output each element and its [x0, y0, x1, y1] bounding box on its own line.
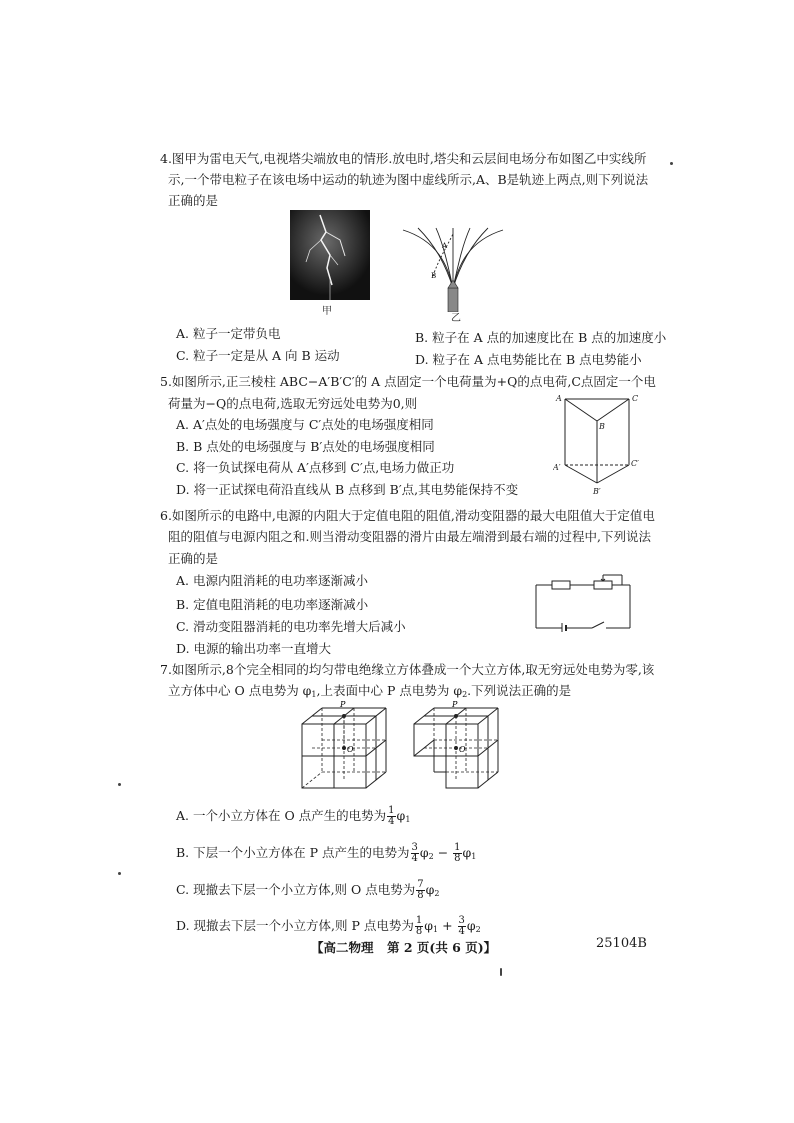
q5-option-b[interactable]: B. B 点处的电场强度与 B′点处的电场强度相同 [176, 439, 435, 454]
q7-stem-line1: 7.如图所示,8个完全相同的均匀带电绝缘立方体叠成一个大立方体,取无穷远处电势为零,该 [160, 662, 655, 677]
circuit-diagram [530, 570, 636, 632]
point-p-label-left: P [340, 700, 346, 709]
q5-option-a[interactable]: A. A′点处的电场强度与 C′点处的电场强度相同 [176, 417, 434, 432]
fraction: $\frac{1}{8}$ [454, 842, 461, 864]
vertex-label-c1: C′ [631, 459, 639, 468]
svg-text:A: A [442, 242, 448, 250]
stacked-cubes-diagram [298, 700, 503, 792]
vertex-label-a1: A′ [553, 463, 561, 472]
lightning-photo [290, 210, 370, 300]
q5-option-c[interactable]: C. 将一负试探电荷从 A′点移到 C′点,电场力做正功 [176, 460, 455, 475]
q4-stem-line2: 示,一个带电粒子在该电场中运动的轨迹为图中虚线所示,A、B是轨迹上两点,则下列说法 [168, 172, 649, 187]
q5-option-d[interactable]: D. 将一正试探电荷沿直线从 B 点移到 B′点,其电势能保持不变 [176, 482, 519, 497]
vertex-label-a: A [556, 394, 562, 403]
point-o-label-left: O [347, 745, 354, 754]
fraction: $\frac{7}{8}$ [417, 879, 424, 901]
q7-option-c[interactable]: C. 现撤去下层一个小立方体,则 O 点电势为 $\frac{7}{8}$ $\varphi_2$ [176, 879, 440, 901]
fraction: $\frac{1}{8}$ [415, 915, 423, 937]
q6-stem-line1: 6.如图所示的电路中,电源的内阻大于定值电阻的阻值,滑动变阻器的最大电阻值大于定值电 [160, 508, 655, 523]
vertex-label-c: C [632, 394, 639, 403]
figure-label-jia: 甲 [322, 306, 332, 317]
q5-stem-line1: 5.如图所示,正三棱柱 ABC−A′B′C′的 A 点固定一个电荷量为+Q的点电荷,C点固定一个电 [160, 374, 656, 389]
scan-speck [500, 968, 502, 976]
q6-option-c[interactable]: C. 滑动变阻器消耗的电功率先增大后减小 [176, 619, 406, 634]
electric-field-diagram [398, 226, 508, 312]
footer-exam-code: 25104B [596, 936, 647, 951]
q7-stem-line2: 立方体中心 O 点电势为 $\varphi_1$,上表面中心 P 点电势为 $\varphi_2$.下列说法正确的是 [168, 683, 572, 699]
svg-text:B: B [431, 272, 437, 280]
fraction: $\frac{3}{4}$ [411, 842, 418, 864]
vertex-label-b: B [599, 422, 605, 431]
vertex-label-b1: B′ [593, 487, 601, 496]
triangular-prism-diagram [553, 391, 643, 497]
fraction: $\frac{3}{4}$ [458, 915, 465, 937]
q4-option-a[interactable]: A. 粒子一定带负电 [176, 326, 281, 341]
q6-stem-line3: 正确的是 [168, 551, 219, 566]
q4-stem-line1: 4.图甲为雷电天气,电视塔尖端放电的情形.放电时,塔尖和云层间电场分布如图乙中实线所 [160, 151, 647, 166]
q7-option-d[interactable]: D. 现撤去下层一个小立方体,则 P 点电势为 $\frac{1}{8}$ $\varphi_1$ + $\frac{3}{4}$ $\varphi_2$ [176, 915, 481, 937]
q4-option-b[interactable]: B. 粒子在 A 点的加速度比在 B 点的加速度小 [415, 330, 667, 345]
footer-page-number: 第 2 页(共 6 页)】 [387, 940, 497, 955]
scan-speck [670, 162, 673, 165]
q4-stem-line3: 正确的是 [168, 193, 219, 208]
q4-option-d[interactable]: D. 粒子在 A 点电势能比在 B 点电势能小 [415, 352, 642, 367]
q6-stem-line2: 阻的阻值与电源内阻之和.则当滑动变阻器的滑片由最左端滑到最右端的过程中,下列说法 [168, 529, 651, 544]
q6-option-b[interactable]: B. 定值电阻消耗的电功率逐渐减小 [176, 597, 369, 612]
q6-option-a[interactable]: A. 电源内阻消耗的电功率逐渐减小 [176, 573, 368, 588]
q7-option-a[interactable]: A. 一个小立方体在 O 点产生的电势为 $\frac{1}{4}$ $\varphi_1$ [176, 805, 411, 827]
scan-speck [118, 872, 121, 875]
q5-stem-line2: 荷量为−Q的点电荷,选取无穷远处电势为0,则 [168, 396, 418, 411]
q7-option-b[interactable]: B. 下层一个小立方体在 P 点产生的电势为 $\frac{3}{4}$ $\varphi_2$ − $\frac{1}{8}$ $\varphi_1$ [176, 842, 477, 864]
point-p-label-right: P [452, 700, 458, 709]
fraction: $\frac{1}{4}$ [388, 805, 395, 827]
q4-option-c[interactable]: C. 粒子一定是从 A 向 B 运动 [176, 348, 340, 363]
scan-speck [118, 783, 121, 786]
q6-option-d[interactable]: D. 电源的输出功率一直增大 [176, 641, 332, 656]
footer-subject: 【高二物理 [311, 940, 374, 955]
figure-label-yi: 乙 [451, 313, 461, 324]
point-o-label-right: O [459, 745, 466, 754]
